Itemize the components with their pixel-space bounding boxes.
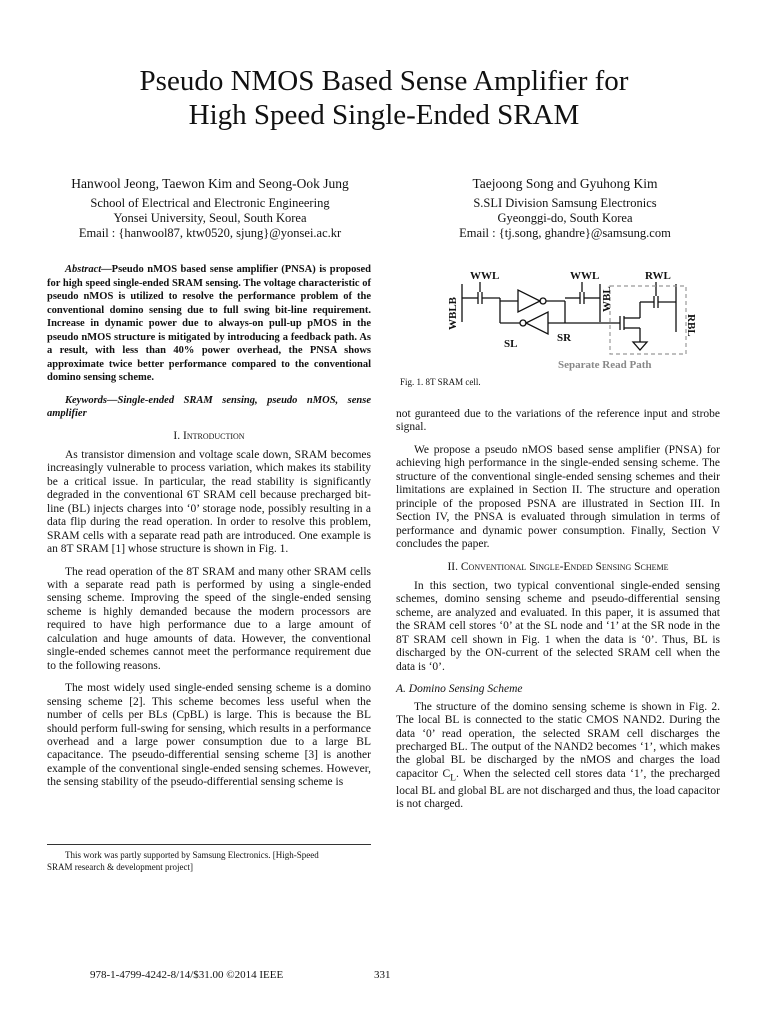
subsection-heading-domino: A. Domino Sensing Scheme [396, 683, 523, 696]
abstract-label: Abstract [65, 264, 102, 275]
proposal-paragraph: We propose a pseudo nMOS based sense amplifier (PNSA) for achieving high performance in the single-ended sensing scheme. The structure of the conventional single-ended sensing schemes and their limitations are explained in Section II. The structure and operation principle of the proposed PSNA are illustrated in Section III. In Section IV, the PNSA is evaluated through simulation in terms of performance and dynamic power consumption. Finally, Section V concludes the paper. [396, 443, 720, 551]
author-affiliation: S.SLI Division Samsung Electronics [473, 196, 657, 210]
title-line-2: High Speed Single-Ended SRAM [188, 99, 580, 131]
right-column [396, 408, 720, 821]
read-path-label: Separate Read Path [558, 359, 652, 371]
rwl-label: RWL [645, 270, 671, 282]
intro-paragraph-2: The read operation of the 8T SRAM and many other SRAM cells with a separate read path is performed by using a single-ended sensing scheme. Improving the speed of the single-ended sensing scheme is highly demanded because the modern processors are required to have high performance due to a large amount of calculation and huge amounts of data. However, the conventional single-ended schemes cannot meet the performance requirement due to the following reasons. [47, 565, 371, 672]
domino-subscript: L [450, 772, 456, 784]
sl-label: SL [504, 338, 518, 350]
abstract [47, 263, 371, 385]
sram-cell-figure [440, 262, 710, 382]
section-heading-conventional: II. Conventional Single-Ended Sensing Scheme [447, 560, 669, 573]
wbl-label: WBL [601, 286, 613, 312]
domino-text-a: The structure of the domino sensing scheme is shown in Fig. 2. The local BL is connected to the static CMOS NAND2. During the data ‘0’ read operation, the selected SRAM cell discharges the precharged BL. The output of the NAND2 becomes ‘1’, which makes the global BL be discharged by the nMOS and charges the load capacitor C [396, 700, 720, 780]
wwl-right-label: WWL [570, 270, 600, 282]
continued-paragraph: not guranteed due to the variations of the reference input and strobe signal. [396, 408, 720, 434]
section-heading-introduction: I. Introduction [173, 429, 245, 442]
author-block-right [390, 176, 740, 241]
author-affiliation: School of Electrical and Electronic Engineering [90, 196, 330, 210]
domino-text-b: . When the selected cell stores data ‘1’, the precharged local BL and global BL are not discharged and thus, the load capacitor is not charged. [396, 767, 720, 811]
footnote-line-1: This work was partly supported by Samsung Electronics. [High-Speed [65, 850, 319, 860]
author-names: Hanwool Jeong, Taewon Kim and Seong-Ook Jung [71, 176, 349, 191]
left-column [47, 263, 371, 799]
author-location: Yonsei University, Seoul, South Korea [113, 211, 307, 225]
footer-isbn: 978-1-4799-4242-8/14/$31.00 ©2014 IEEE [90, 969, 284, 981]
keywords: Keywords—Single-ended SRAM sensing, pseudo nMOS, sense amplifier [47, 394, 371, 419]
wblb-label: WBLB [447, 296, 459, 330]
title-line-1: Pseudo NMOS Based Sense Amplifier for [139, 65, 629, 97]
author-block-left [30, 176, 390, 241]
sr-label: SR [557, 332, 572, 344]
author-email: Email : {hanwool87, ktw0520, sjung}@yonsei.ac.kr [78, 226, 342, 240]
intro-paragraph-1: As transistor dimension and voltage scale down, SRAM becomes increasingly vulnerable to process variation, which makes its stability be a critical issue. In particular, the read stability is significantly degraded in the conventional 6T SRAM cell because precharged bit-line (BL) injects charges into ‘0’ storage node, possibly resulting in a data flip during the read operation. In order to resolve this problem, SRAM cells with a separate read path are introduced. One example is an 8T SRAM [1] whose structure is shown in Fig. 1. [47, 448, 371, 556]
intro-paragraph-3: The most widely used single-ended sensing scheme is a domino sensing scheme [2]. This scheme becomes less useful when the number of cells per BLs (CpBL) is large. This is because the BL should perform full-swing for sensing, which results in a performance overhead and a large power consumption due to a large BL capacitance. The pseudo-differential sensing scheme [3] is another example of the conventional single-ended sensing schemes. However, the sensing stability of the pseudo-differential sensing scheme is [47, 682, 371, 789]
author-location: Gyeonggi-do, South Korea [497, 211, 633, 225]
footnote [47, 849, 371, 873]
section2-paragraph-1: In this section, two typical conventional single-ended sensing schemes, domino sensing scheme and pseudo-differential sensing scheme, are analyzed and evaluated. In this paper, it is assumed that the SRAM cell stores ‘0’ at the SL node and ‘1’ at the SR node in the 8T SRAM cell shown in Fig. 1 when the data is ‘0’. Thus, BL is discharged by the ON-current of the selected SRAM cell when the data is ‘0’. [396, 579, 720, 673]
domino-paragraph [396, 701, 720, 812]
footnote-line-2: SRAM research & development project] [47, 862, 193, 872]
page-number: 331 [374, 969, 391, 981]
wwl-left-label: WWL [470, 270, 500, 282]
paper-title [60, 64, 708, 132]
footnote-rule [47, 844, 371, 845]
abstract-text: —Pseudo nMOS based sense amplifier (PNSA) is proposed for high speed single-ended SRAM sensing. The voltage characteristic of pseudo nMOS is utilized to resolve the performance problem of the conventional domino sensing due to full swing bit-line requirement. Increase in dynamic power due to always-on pull-up pMOS in the pseudo nMOS structure is mitigated by introducing a feedback path. As a result, with less than 40% power overhead, the PNSA shows approximate twice better performance compared to the conventional domino sensing scheme. [47, 264, 371, 383]
rbl-label: RBL [685, 314, 697, 337]
author-email: Email : {tj.song, ghandre}@samsung.com [459, 226, 671, 240]
figure-caption: Fig. 1. 8T SRAM cell. [400, 377, 481, 387]
author-names: Taejoong Song and Gyuhong Kim [472, 176, 658, 191]
